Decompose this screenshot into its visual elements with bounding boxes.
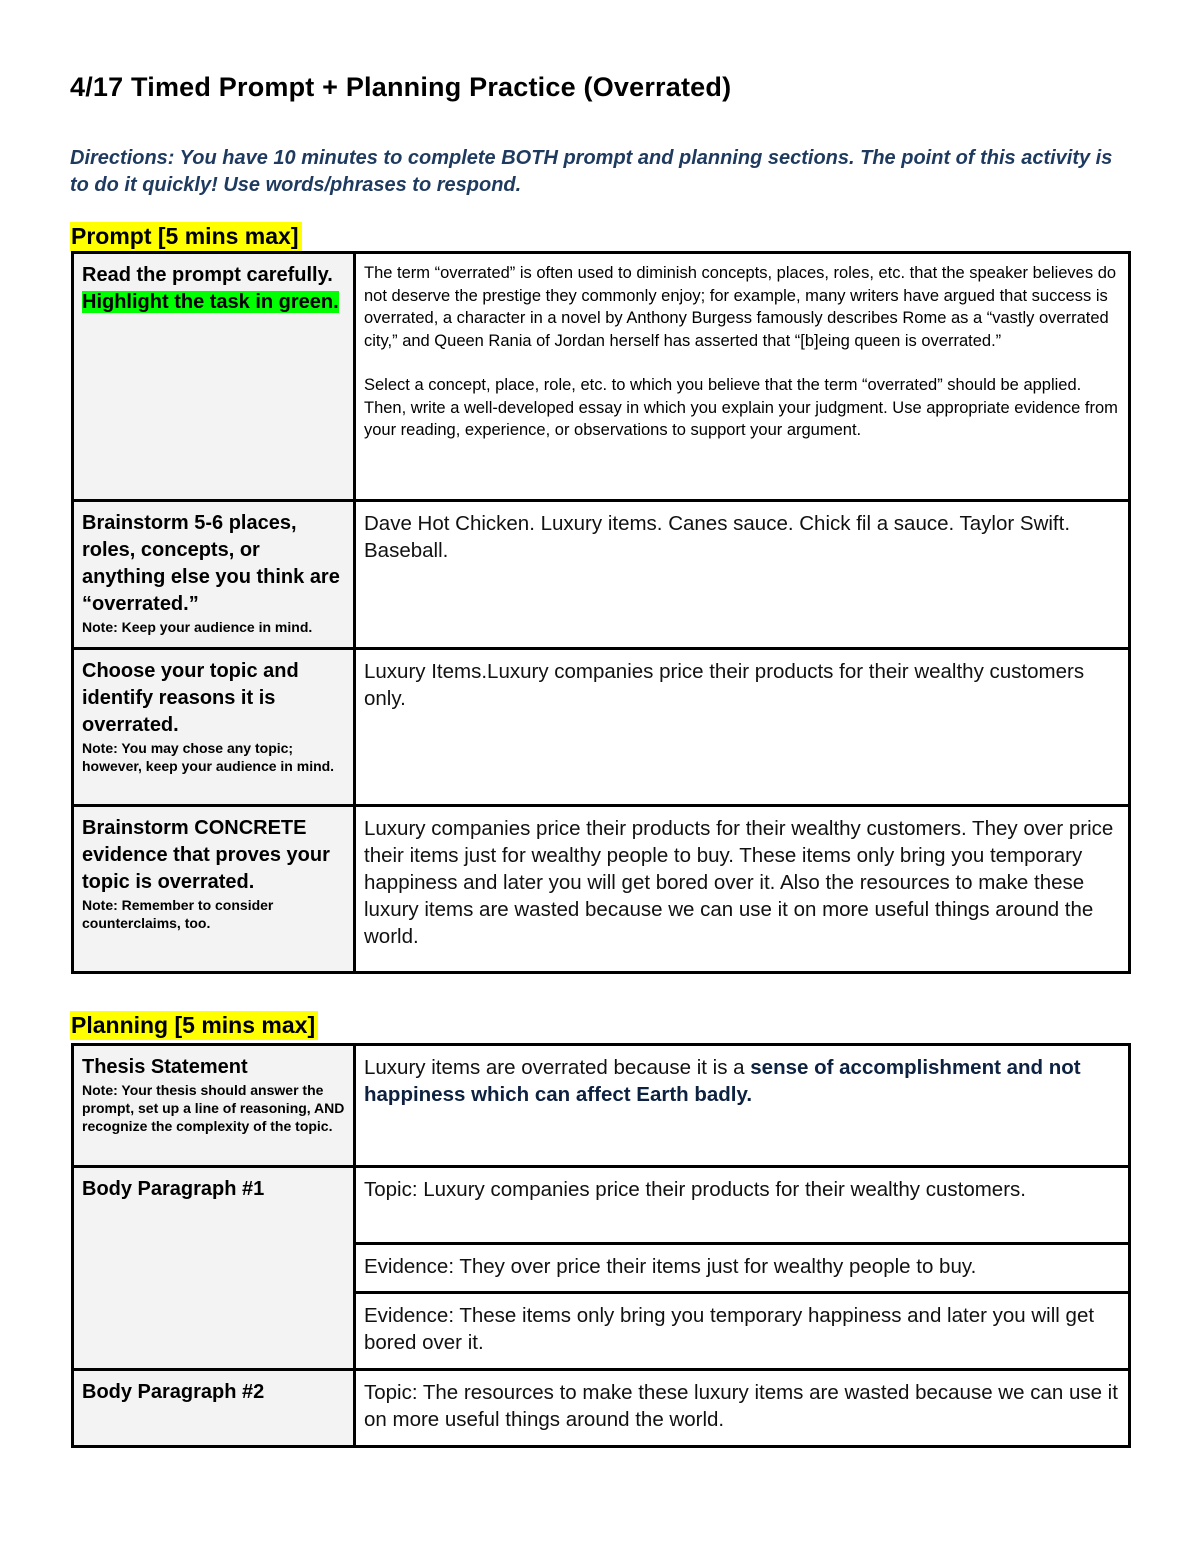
highlight-task-label: Highlight the task in green. [82, 291, 339, 313]
thesis-response-plain: Luxury items are overrated because it is a [364, 1056, 751, 1079]
evidence-note: Note: Remember to consider counterclaims, too. [82, 897, 274, 931]
evidence-label: Brainstorm CONCRETE evidence that proves your topic is overrated. [82, 817, 330, 893]
body2-row [73, 1370, 1130, 1447]
prompt-paragraph-2: Select a concept, place, role, etc. to which you believe that the term “overrated” should be applied. Then, write a well-developed essay in which you explain your judgment. Use appropriate evidence from your reading, experience, or observations to support your argument. [364, 376, 1118, 439]
prompt-row-label [73, 253, 355, 501]
body1-label: Body Paragraph #1 [82, 1178, 265, 1200]
brainstorm-response-cell[interactable] [355, 501, 1130, 649]
evidence-response: Luxury companies price their products for their wealthy customers. They over price their items just for wealthy people to buy. These items only bring you temporary happiness and later you will get bored over it. Also the resources to make these luxury items are wasted because we can use it on more useful things around the world. [364, 817, 1114, 948]
choose-topic-response: Luxury Items.Luxury companies price their products for their wealthy customers only. [364, 660, 1085, 710]
thesis-row [73, 1045, 1130, 1167]
body1-topic-row [73, 1167, 1130, 1244]
brainstorm-note: Note: Keep your audience in mind. [82, 619, 313, 635]
body1-evidence2: Evidence: These items only bring you temporary happiness and later you will get bored over it. [364, 1304, 1095, 1354]
body2-label-cell [73, 1370, 355, 1447]
prompt-text-cell[interactable] [355, 253, 1130, 501]
thesis-note: Note: Your thesis should answer the prompt, set up a line of reasoning, AND recognize the complexity of the topic. [82, 1082, 345, 1134]
body1-label-cell [73, 1167, 355, 1370]
body1-topic: Topic: Luxury companies price their products for their wealthy customers. [364, 1178, 1026, 1201]
brainstorm-row [73, 501, 1130, 649]
body2-topic-cell[interactable] [355, 1370, 1130, 1447]
thesis-response-cell[interactable] [355, 1045, 1130, 1167]
brainstorm-label: Brainstorm 5-6 places, roles, concepts, or anything else you think are “overrated.” [82, 512, 340, 615]
page-title: 4/17 Timed Prompt + Planning Practice (Overrated) [70, 72, 732, 102]
evidence-label-cell [73, 806, 355, 973]
prompt-table [71, 251, 1131, 974]
choose-topic-label-cell [73, 649, 355, 806]
planning-section-heading: Planning [5 mins max] [70, 1011, 318, 1040]
body2-label: Body Paragraph #2 [82, 1381, 265, 1403]
evidence-row [73, 806, 1130, 973]
planning-table [71, 1043, 1131, 1448]
thesis-response [364, 1054, 1120, 1108]
prompt-paragraph-1: The term “overrated” is often used to diminish concepts, places, roles, etc. that the speaker believes do not deserve the prestige they commonly enjoy; for example, many writers have argued that success is overrated, a character in a novel by Anthony Burgess famously describes Rome as a “vastly overrated city,” and Queen Rania of Jordan herself has asserted that “[b]eing queen is overrated.” [364, 264, 1117, 350]
evidence-response-cell[interactable] [355, 806, 1130, 973]
body2-topic: Topic: The resources to make these luxury items are wasted because we can use it on more useful things around the world. [364, 1381, 1118, 1431]
choose-topic-note: Note: You may chose any topic; however, keep your audience in mind. [82, 740, 335, 774]
directions-text: Directions: You have 10 minutes to complete BOTH prompt and planning sections. The point of this activity is to do it quickly! Use words/phrases to respond. [70, 147, 1113, 196]
thesis-label-cell [73, 1045, 355, 1167]
prompt-section-heading: Prompt [5 mins max] [70, 222, 302, 251]
body1-topic-cell[interactable] [355, 1167, 1130, 1244]
read-prompt-label: Read the prompt carefully. [82, 264, 333, 286]
body1-evidence1: Evidence: They over price their items just for wealthy people to buy. [364, 1255, 977, 1278]
prompt-row-read [73, 253, 1130, 501]
brainstorm-label-cell [73, 501, 355, 649]
choose-topic-response-cell[interactable] [355, 649, 1130, 806]
choose-topic-row [73, 649, 1130, 806]
brainstorm-response: Dave Hot Chicken. Luxury items. Canes sauce. Chick fil a sauce. Taylor Swift. Baseball. [364, 512, 1071, 562]
body1-evidence1-cell[interactable] [355, 1244, 1130, 1293]
body1-evidence2-cell[interactable] [355, 1293, 1130, 1370]
thesis-label: Thesis Statement [82, 1056, 248, 1078]
choose-topic-label: Choose your topic and identify reasons it is overrated. [82, 660, 299, 736]
thesis-response-bold: sense of accomplishment and not happiness which can affect Earth badly. [364, 1056, 1081, 1106]
